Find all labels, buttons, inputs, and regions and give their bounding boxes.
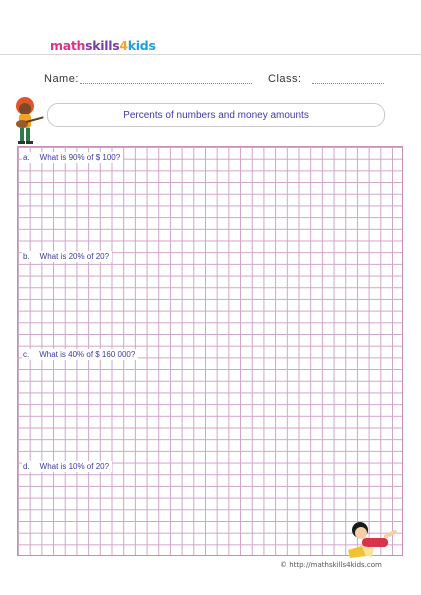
name-label: Name:	[44, 73, 79, 85]
class-field[interactable]	[312, 83, 384, 84]
header-divider	[0, 54, 421, 55]
worksheet-title: Percents of numbers and money amounts	[47, 103, 385, 127]
reading-girl-illustration	[344, 520, 404, 560]
student-info-row	[0, 73, 421, 91]
question-d: d. What is 10% of 20?	[22, 461, 112, 472]
footer-url: © http://mathskills4kids.com	[280, 561, 382, 569]
brand-logo: mathskills4kids	[50, 38, 156, 53]
question-c: c. What is 40% of $ 160 000?	[22, 349, 138, 360]
name-field[interactable]	[80, 83, 252, 84]
guitar-boy-illustration	[8, 94, 48, 148]
question-a: a. What is 90% of $ 100?	[22, 152, 123, 163]
class-label: Class:	[268, 73, 302, 85]
question-b: b. What is 20% of 20?	[22, 251, 112, 262]
